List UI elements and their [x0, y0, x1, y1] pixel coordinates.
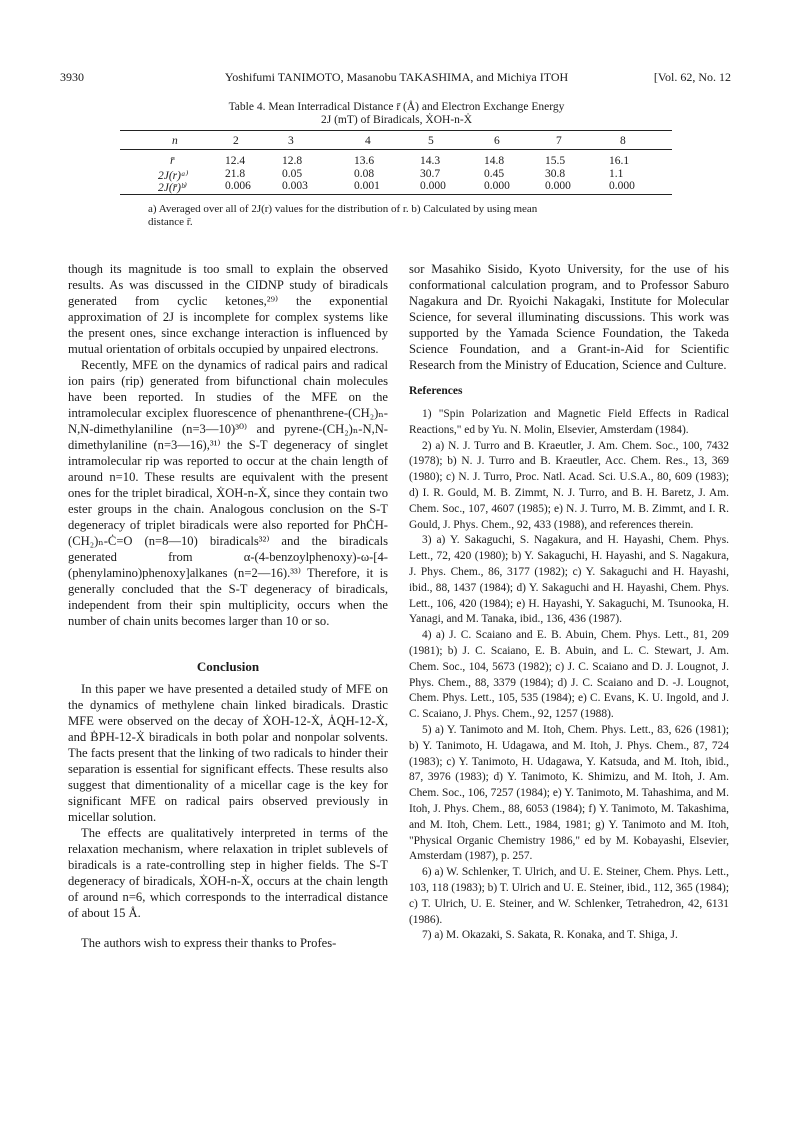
- table-caption-line2: 2J (mT) of Biradicals, ẊOH-n-Ẋ: [320, 114, 473, 126]
- table-header-cell: 5: [428, 135, 434, 147]
- reference-item: 3) a) Y. Sakaguchi, S. Nagakura, and H. Hayashi, Chem. Phys. Lett., 72, 420 (1980); b) Y. Sakaguchi, H. Hayashi, and S. Nagakura, J. Phys. Chem., 86, 3177 (1982); c) Y. Sakaguchi and H. Hayashi, ibid., 88, 1437 (1984); d) Y. Sakaguchi and H. Hayashi, Chem. Phys. Lett., 106, 420 (1984); e) H. Hayashi, Y. Sakaguchi, M. Tsunooka, H. Yanagi, and M. Tanaka, ibid., 136, 436 (1987).: [409, 534, 729, 626]
- right-column: [409, 261, 729, 944]
- body-paragraph: The effects are qualitatively interpreted in terms of the relaxation mechanism, where relaxation in triplet sublevels of biradicals is a rate-controlling step in higher fields. The S-T degeneracy of biradicals, ẊOH-n-Ẋ, occurs at the chain length of around n=6, which corresponds to the interradical distance of about 15 Å.: [68, 826, 388, 920]
- section-gap: [409, 399, 729, 407]
- table-header-cell: 2: [233, 135, 239, 147]
- table-cell: 0.006: [225, 180, 251, 192]
- table-cell: 30.7: [420, 168, 441, 180]
- table-cell: 1.1: [609, 168, 624, 180]
- table-header-cell: 4: [365, 135, 371, 147]
- body-paragraph: Recently, MFE on the dynamics of radical pairs and radical ion pairs (rip) generated from bifunctional chain molecules have been reported. In studies of the MFE on the intramolecular exciplex fluorescence of phenanthrene-(CH₂)ₙ-N,N-dimethylaniline (n=3—10)³⁰⁾ and pyrene-(CH₂)ₙ-N,N-dimethylaniline (n=3—16),³¹⁾ the S-T degeneracy of singlet intramolecular rip was reported to occur at the chain length of around n=10. These results are equivalent with the present ones for the triplet biradical, ẊOH-n-Ẋ, since they contain two ester groups in the chain. Analogous conclusion on the S-T degeneracy of triplet biradicals were also reported for PhĊH-(CH₂)ₙ-Ċ=O (n=8—10) biradicals³²⁾ and the biradicals generated from α-(4-benzoylphenoxy)-ω-[4-(phenylamino)phenoxy]alkanes (n=2—16).³³⁾ Therefore, it is generally concluded that the S-T degeneracy of biradicals, independent from their spin multiplicity, occurs when the number of chain units becomes larger than 10 or so.: [68, 358, 388, 628]
- table-footnote: a) Averaged over all of 2J(r) values for the distribution of r. b) Calculated by using mean: [148, 203, 538, 215]
- table-header-cell: 7: [556, 135, 562, 147]
- table-row: [120, 155, 672, 169]
- table-cell: r̄: [170, 155, 175, 167]
- running-header: [0, 70, 793, 88]
- table-cell: 0.000: [484, 180, 510, 192]
- table-cell: 0.05: [282, 168, 303, 180]
- acknowledgement-continued: sor Masahiko Sisido, Kyoto University, for the use of his conformational calculation program, and to Professor Saburo Nagakura and Dr. Ryoichi Nakagaki, Institute for Molecular Science, for several illuminating discussions. This work was supported by the Yamada Science Foundation, the Takeda Science Foundation, and a Grant-in-Aid for Scientific Research from the Ministry of Education, Science and Culture.: [409, 262, 729, 372]
- reference-item: 6) a) W. Schlenker, T. Ulrich, and U. E. Steiner, Chem. Phys. Lett., 103, 118 (1983); b) T. Ulrich and U. E. Steiner, ibid., 112, 365 (1984); c) T. Ulrich, U. E. Steiner, and W. Schlenker, Tetrahedron, 42, 6131 (1986).: [409, 866, 730, 926]
- table-header-rule: [120, 149, 672, 150]
- section-gap: [68, 629, 388, 659]
- table-footnote-line2: distance r̄.: [148, 216, 193, 228]
- table-cell: 0.000: [420, 180, 446, 192]
- body-paragraph: though its magnitude is too small to explain the observed results. As was discussed in the CIDNP study of biradicals generated from cyclic ketones,²⁹⁾ the exponential approximation of 2J is incomplete for complex systems like the present ones, since exchange interaction is influenced by mutual orientation of orbitals occupied by unpaired electrons.: [68, 262, 388, 356]
- reference-item: 2) a) N. J. Turro and B. Kraeutler, J. Am. Chem. Soc., 100, 7432 (1978); b) N. J. Turro and B. Kraeutler, Acc. Chem. Res., 13, 369 (1980); c) N. J. Turro, Proc. Natl. Acad. Sci. U.S.A., 80, 609 (1983); d) I. R. Gould, M. B. Zimmt, N. J. Turro, and B. H. Baretz, J. Am. Chem. Soc., 107, 4607 (1985); e) N. J. Turro, M. B. Zimmt, and I. R. Gould, J. Phys. Chem., 92, 433 (1988), and references therein.: [409, 439, 729, 531]
- table-bottom-rule: [120, 194, 672, 195]
- reference-item: 5) a) Y. Tanimoto and M. Itoh, Chem. Phys. Lett., 83, 626 (1981); b) Y. Tanimoto, H. Udagawa, and M. Itoh, J. Phys. Chem., 87, 724 (1983); c) Y. Tanimoto, H. Udagawa, Y. Katsuda, and M. Itoh, ibid., 87, 3976 (1983); d) Y. Tanimoto, K. Shimizu, and M. Itoh, J. Am. Chem. Soc., 106, 7257 (1984); e) Y. Tanimoto, M. Tahashima, and M. Itoh, J. Phys. Chem., 88, 6053 (1984); f) Y. Tanimoto, M. Takashima, and M. Itoh, Chem. Lett., 1984, 1981; g) Y. Tanimoto and M. Itoh, "Physical Organic Chemistry 1986," ed by M. Kobayashi, Elsevier, Amsterdam (1987), p. 257.: [409, 723, 729, 863]
- body-paragraph: In this paper we have presented a detailed study of MFE on the dynamics of methylene chain linked biradicals. Drastic MFE were observed on the decay of ẊOH-12-Ẋ, ȦQH-12-Ẋ, and ḂPH-12-Ẋ biradicals in both polar and nonpolar solvents. The facts present that the linking of two radicals to hinder their separation is essential for significant effects. These results also suggest that dimentionality of a micellar cage is the key for significant MFE on radical pairs observed previously in micellar solution.: [68, 682, 388, 824]
- table-top-rule: [120, 130, 672, 131]
- table-cell: 16.1: [609, 155, 630, 167]
- references-heading: References: [409, 385, 463, 397]
- table-cell: 14.3: [420, 155, 441, 167]
- table-cell: 0.08: [354, 168, 375, 180]
- acknowledgement-paragraph: The authors wish to express their thanks to Profes-: [81, 936, 337, 950]
- table-cell: 15.5: [545, 155, 566, 167]
- table-cell: 0.000: [545, 180, 571, 192]
- section-gap: [68, 921, 388, 935]
- reference-item: 4) a) J. C. Scaiano and E. B. Abuin, Chem. Phys. Lett., 81, 209 (1981); b) J. C. Scaiano, E. B. Abuin, and L. C. Stewart, J. Am. Chem. Soc., 104, 5673 (1982); c) J. C. Scaiano and D. J. Lougnot, J. Phys. Chem., 88, 3379 (1984); d) J. C. Scaiano and D. -J. Lougnot, Chem. Phys. Lett., 105, 535 (1984); e) C. Evans, K. U. Ingold, and J. C. Scaiano, J. Phys. Chem., 92, 1257 (1988).: [409, 629, 729, 721]
- table-cell: 14.8: [484, 155, 505, 167]
- section-heading-conclusion: Conclusion: [196, 659, 260, 674]
- table-cell: 0.45: [484, 168, 505, 180]
- table-header-cell: n: [172, 135, 178, 147]
- table-header-row: [120, 135, 672, 149]
- volume-info: [Vol. 62, No. 12: [653, 70, 731, 84]
- table-cell: 2J(r̄)ᵇ⁾: [158, 182, 187, 194]
- table-cell: 0.003: [282, 180, 308, 192]
- table-cell: 0.001: [354, 180, 380, 192]
- table-row: [120, 180, 672, 194]
- table-caption: Table 4. Mean Interradical Distance r̄ (Å) and Electron Exchange Energy: [228, 101, 565, 113]
- table-cell: 30.8: [545, 168, 566, 180]
- table-cell: 2J(r)ᵃ⁾: [158, 170, 189, 182]
- page-number: 3930: [60, 70, 84, 84]
- table-header-cell: 3: [288, 135, 294, 147]
- table-cell: 0.000: [609, 180, 635, 192]
- table-header-cell: 8: [620, 135, 626, 147]
- table-cell: 12.8: [282, 155, 303, 167]
- reference-item: 1) "Spin Polarization and Magnetic Field Effects in Radical Reactions," ed by Yu. N. Molin, Elsevier, Amsterdam (1984).: [409, 408, 729, 436]
- section-gap: [409, 373, 729, 383]
- table-cell: 12.4: [225, 155, 246, 167]
- reference-item: 7) a) M. Okazaki, S. Sakata, R. Konaka, and T. Shiga, J.: [422, 929, 678, 942]
- left-column: [68, 261, 388, 951]
- table-cell: 21.8: [225, 168, 246, 180]
- table-cell: 13.6: [354, 155, 375, 167]
- table-header-cell: 6: [494, 135, 500, 147]
- running-authors: Yoshifumi TANIMOTO, Masanobu TAKASHIMA, and Michiya ITOH: [224, 70, 569, 84]
- reference-list: [409, 407, 729, 944]
